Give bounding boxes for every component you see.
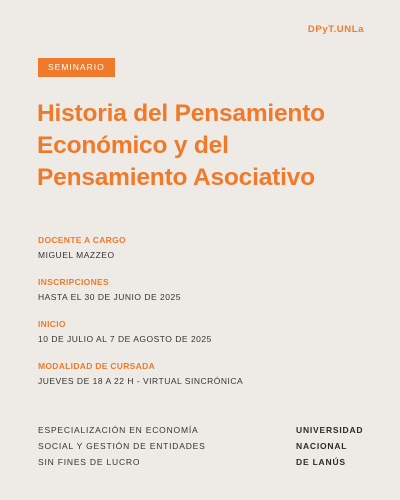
title-line-3: Pensamiento Asociativo: [37, 164, 315, 191]
title-line-2: Económico y del: [37, 132, 229, 159]
program-line-1: ESPECIALIZACIÓN EN ECONOMÍA: [38, 425, 199, 435]
info-value: HASTA EL 30 DE JUNIO DE 2025: [38, 292, 181, 302]
event-type-badge: SEMINARIO: [38, 58, 115, 77]
info-label: DOCENTE A CARGO: [38, 235, 126, 245]
info-block-start: [38, 318, 368, 345]
info-block-modality: [38, 360, 368, 387]
info-label: MODALIDAD DE CURSADA: [38, 361, 155, 371]
university-line-1: UNIVERSIDAD: [296, 425, 364, 435]
university-line-3: DE LANÚS: [296, 457, 346, 467]
program-line-2: SOCIAL Y GESTIÓN DE ENTIDADES: [38, 441, 206, 451]
info-label: INSCRIPCIONES: [38, 277, 109, 287]
info-value: 10 DE JULIO AL 7 DE AGOSTO DE 2025: [38, 334, 212, 344]
brand-logo-text: DPyT.UNLa: [307, 24, 364, 35]
university-name: [296, 422, 363, 470]
info-value: MIGUEL MAZZEO: [38, 250, 115, 260]
info-value: JUEVES DE 18 A 22 H - VIRTUAL SINCRÓNICA: [38, 376, 244, 386]
university-line-2: NACIONAL: [296, 441, 348, 451]
program-name: [38, 422, 206, 470]
info-label: INICIO: [38, 319, 66, 329]
page-title: [37, 98, 377, 194]
title-line-1: Historia del Pensamiento: [37, 100, 325, 127]
program-line-3: SIN FINES DE LUCRO: [38, 457, 141, 467]
info-block-registration: [38, 276, 368, 303]
info-block-teacher: [38, 234, 368, 261]
event-details: [38, 234, 368, 402]
